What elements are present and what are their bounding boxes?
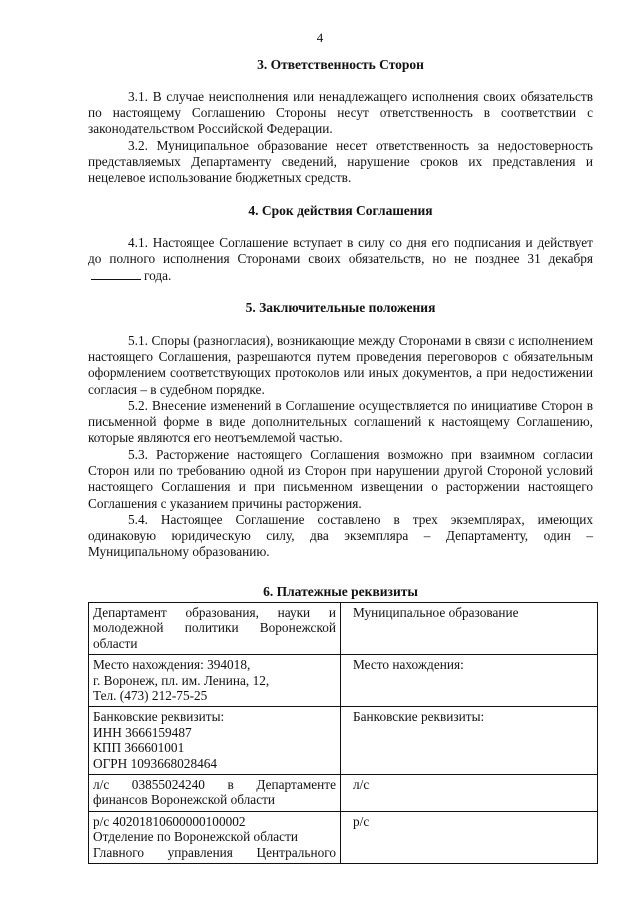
municipality-bank-cell bbox=[341, 707, 598, 775]
cell-line: г. Воронеж, пл. им. Ленина, 12, bbox=[93, 672, 270, 688]
section-5-heading: 5. Заключительные положения bbox=[245, 300, 436, 315]
cell-line: л/с bbox=[353, 777, 370, 793]
paragraph-4-1-suffix: года. bbox=[144, 268, 172, 284]
table-row bbox=[89, 655, 598, 707]
payment-requisites-table bbox=[88, 602, 598, 864]
cell-line: р/с 40201810600000100002 bbox=[93, 813, 246, 829]
municipality-settlement-cell bbox=[341, 811, 598, 863]
department-settlement-cell bbox=[89, 811, 341, 863]
cell-line: ИНН 3666159487 bbox=[93, 724, 192, 740]
municipality-name-cell bbox=[341, 603, 598, 655]
cell-line: Главного управления Центрального bbox=[93, 844, 336, 860]
cell-line: Департамент образования, науки и молодежной политики Воронежской области bbox=[93, 605, 336, 651]
cell-line: Муниципальное образование bbox=[353, 605, 519, 620]
page-number: 4 bbox=[316, 30, 324, 45]
paragraph-5-2: 5.2. Внесение изменений в Соглашение осуществляется по инициативе Сторон в письменной форме в виде дополнительных соглашений к настоящему Соглашению, которые являются его неотъемлемой частью. bbox=[88, 398, 593, 446]
paragraph-3-1: 3.1. В случае неисполнения или ненадлежащего исполнения своих обязательств по настоящему Соглашению Стороны несут ответственность в соответствии с законодательством Российской Федерации. bbox=[88, 89, 593, 137]
section-6-heading: 6. Платежные реквизиты bbox=[263, 584, 418, 599]
paragraph-4-1 bbox=[88, 235, 593, 285]
cell-line: Банковские реквизиты: bbox=[93, 709, 225, 725]
paragraph-4-1-text: 4.1. Настоящее Соглашение вступает в силу со дня его подписания и действует до полного исполнения Сторонами своих обязательств, но не позднее 31 декабря bbox=[88, 235, 593, 267]
paragraph-5-1: 5.1. Споры (разногласия), возникающие между Сторонами в связи с исполнением настоящего Соглашения, разрешаются путем проведения переговоров с обязательным оформлением соответствующих протоколов или иных документов, а при недостижении согласия – в судебном порядке. bbox=[88, 333, 593, 397]
municipality-address-cell bbox=[341, 655, 598, 707]
department-bank-cell bbox=[89, 707, 341, 775]
cell-line: КПП 366601001 bbox=[93, 740, 185, 756]
date-blank-line bbox=[91, 267, 141, 280]
section-4-heading: 4. Срок действия Соглашения bbox=[248, 203, 433, 218]
section-3-heading: 3. Ответственность Сторон bbox=[257, 57, 424, 72]
cell-line: Место нахождения: 394018, bbox=[93, 657, 251, 673]
paragraph-5-4: 5.4. Настоящее Соглашение составлено в трех экземплярах, имеющих одинаковую юридическую силу, два экземпляра – Департаменту, один – Муниципальному образованию. bbox=[88, 512, 593, 560]
cell-line: ОГРН 1093668028464 bbox=[93, 755, 218, 771]
department-account-cell bbox=[89, 775, 341, 812]
paragraph-5-3: 5.3. Расторжение настоящего Соглашения возможно при взаимном согласии Сторон или по требованию одной из Сторон при нарушении другой Стороной условий настоящего Соглашения и при письменном извещении о расторжении настоящего Соглашения с указанием причины расторжения. bbox=[88, 447, 593, 511]
table-row bbox=[89, 775, 598, 812]
table-row bbox=[89, 811, 598, 863]
cell-line: р/с bbox=[353, 813, 370, 829]
department-address-cell bbox=[89, 655, 341, 707]
paragraph-3-2: 3.2. Муниципальное образование несет ответственность за недостоверность представляемых Департаменту сведений, нарушение сроков их представления и нецелевое использование бюджетных средств. bbox=[88, 138, 593, 186]
cell-line: Место нахождения: bbox=[353, 657, 464, 673]
cell-line: Банковские реквизиты: bbox=[353, 709, 485, 725]
municipality-account-cell bbox=[341, 775, 598, 812]
cell-line: Тел. (473) 212-75-25 bbox=[93, 688, 208, 704]
table-row bbox=[89, 603, 598, 655]
department-name-cell bbox=[89, 603, 341, 655]
cell-line: Отделение по Воронежской области bbox=[93, 829, 298, 845]
cell-line: л/с 03855024240 в Департаменте финансов Воронежской области bbox=[93, 777, 336, 808]
table-row bbox=[89, 707, 598, 775]
